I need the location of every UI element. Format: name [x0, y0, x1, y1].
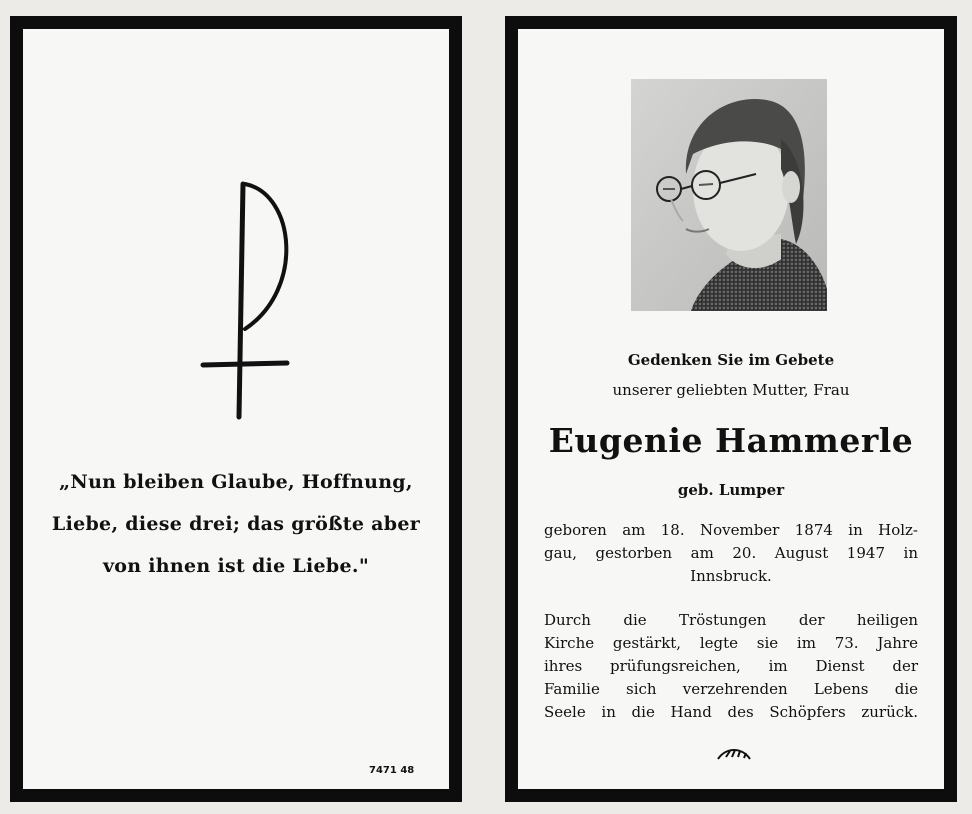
prayer-line: ihres prüfungsreichen, im Dienst der [544, 657, 918, 675]
memorial-card-left [10, 16, 462, 802]
print-code: 7471 48 [369, 765, 415, 776]
quote-line: „Nun bleiben Glaube, Hoffnung, [59, 471, 413, 493]
prayer-line: Durch die Tröstungen der heiligen [544, 611, 918, 629]
prayer-line: Familie sich verzehrenden Lebens die [544, 680, 918, 698]
intro-line-2: unserer geliebten Mutter, Frau [612, 381, 850, 399]
leaf-ornament-icon [716, 745, 752, 763]
life-line: Innsbruck. [690, 567, 772, 585]
prayer-line: Seele in die Hand des Schöpfers zurück. [544, 703, 918, 721]
life-line: geboren am 18. November 1874 in Holz- [544, 521, 918, 539]
intro-line-1: Gedenken Sie im Gebete [627, 351, 835, 369]
portrait-image [631, 79, 827, 311]
life-dates [544, 519, 918, 588]
life-line: gau, gestorben am 20. August 1947 in [544, 544, 918, 562]
bible-quote [43, 461, 429, 587]
deceased-name: Eugenie Hammerle [548, 421, 914, 460]
chi-rho-cross-icon [195, 179, 295, 429]
prayer-line: Kirche gestärkt, legte sie im 73. Jahre [544, 634, 918, 652]
memorial-card-right [505, 16, 957, 802]
prayer-text [544, 609, 918, 724]
maiden-name: geb. Lumper [677, 481, 785, 499]
quote-line: von ihnen ist die Liebe." [102, 555, 370, 577]
quote-line: Liebe, diese drei; das größte aber [51, 513, 421, 535]
portrait-photo [631, 79, 827, 311]
